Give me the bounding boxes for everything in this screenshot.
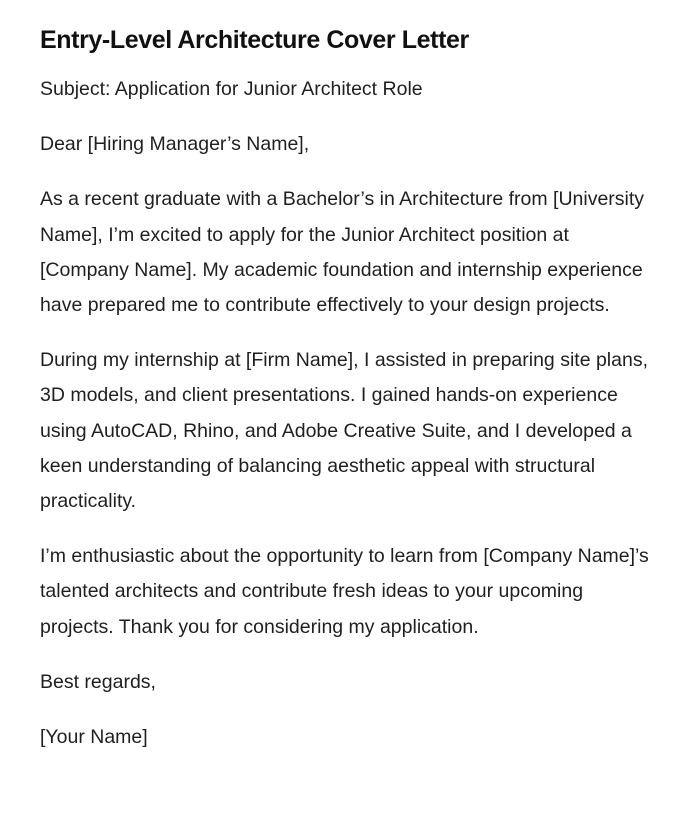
cover-letter-document — [40, 22, 660, 775]
page-title: Entry-Level Architecture Cover Letter — [40, 26, 469, 54]
signature: [Your Name] — [40, 726, 148, 749]
subject-line: Subject: Application for Junior Architect Role — [40, 78, 423, 100]
body-paragraph-2: During my internship at [Firm Name], I assisted in preparing site plans, 3D models, and client presentations. I gained hands-on experience using AutoCAD, Rhino, and Adobe Creative Suite, and I developed a keen understanding of balancing aesthetic appeal with structural practicality. — [40, 349, 648, 513]
salutation: Dear [Hiring Manager’s Name], — [40, 133, 310, 156]
body-paragraph-1: As a recent graduate with a Bachelor’s in Architecture from [University Name], I’m excited to apply for the Junior Architect position at [Company Name]. My academic foundation and internship experience have prepared me to contribute effectively to your design projects. — [40, 188, 645, 317]
closing: Best regards, — [40, 670, 156, 693]
body-paragraph-3: I’m enthusiastic about the opportunity to learn from [Company Name]’s talented architects and contribute fresh ideas to your upcoming projects. Thank you for considering my application. — [40, 545, 649, 638]
